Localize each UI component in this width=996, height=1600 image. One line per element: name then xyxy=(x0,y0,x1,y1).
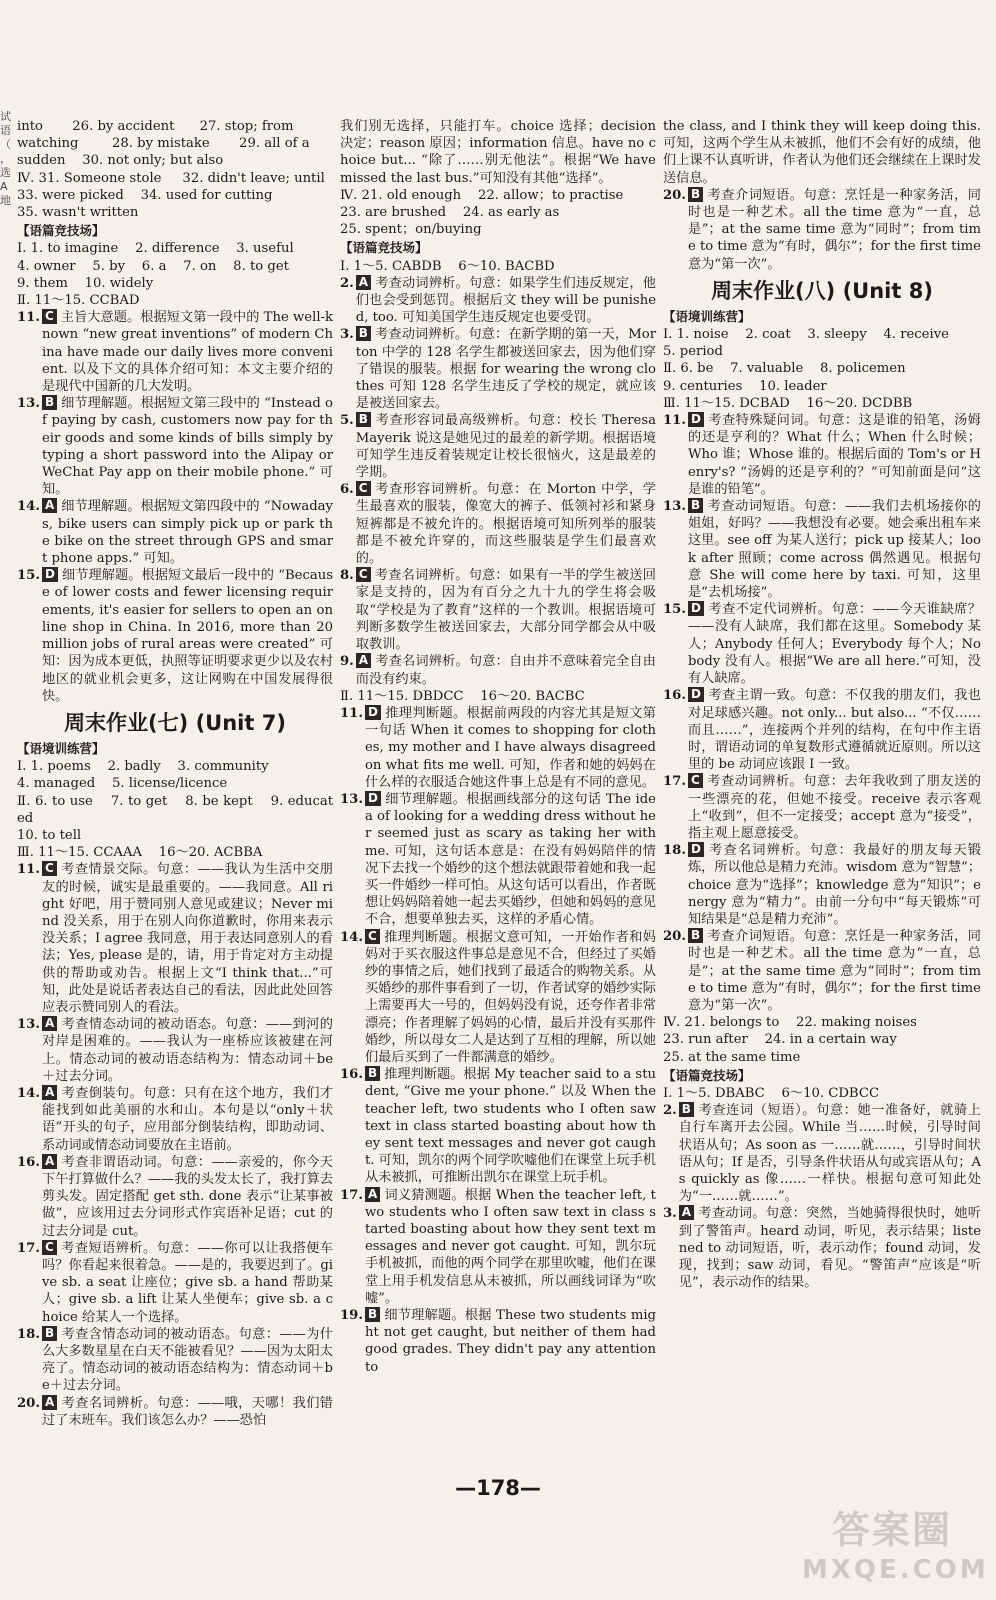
explanation-item xyxy=(663,498,981,601)
answer-lines: Ⅰ. 1. noise 2. coat 3. sleepy 4. receive 5. period Ⅱ. 6. be 7. valuable 8. policemen 9. centuries 10. leader Ⅲ. 11～15. DCBAD 16～20. DCDBB xyxy=(663,327,949,411)
question-number: 13. xyxy=(17,396,40,412)
question-number: 16. xyxy=(340,1067,363,1083)
question-number: 2. xyxy=(340,275,354,291)
explanation-item xyxy=(17,567,338,705)
answer-badge: B xyxy=(42,395,57,410)
explanation-text: 考查特殊疑问词。句意：这是谁的铅笔，汤姆的还是亨利的？What 什么；When 什么时候；Who 谁；Whose 谁的。根据后面的 Tom's or Henry's? “汤姆的还是亨利的？”可知前面是问“这是谁的铅笔”。 xyxy=(687,413,981,497)
answer-badge: B xyxy=(688,187,703,202)
answer-badge: B xyxy=(365,1307,380,1322)
answer-badge: C xyxy=(42,309,57,324)
explanation-item xyxy=(340,704,661,791)
answer-badge: D xyxy=(688,687,704,702)
answer-lines: Ⅰ. 1. to imagine 2. difference 3. useful 4. owner 5. by 6. a 7. on 8. to get 9. them 10. widely Ⅱ. 11～15. CCBAD xyxy=(17,241,294,309)
question-number: 18. xyxy=(17,1326,40,1342)
explanation-text: 细节理解题。根据短文第三段中的 “Instead of paying by cash, customers now pay for their goods and some kinds of bills simply by typing a short password into the Alipay or WeChat Pay app on their mobile phone.” 可知。 xyxy=(41,396,338,498)
section-heading: 【语篇竞技场】 xyxy=(663,1067,751,1083)
answer-badge: A xyxy=(356,653,371,668)
explanation-text: 考查介词短语。句意：烹饪是一种家务活，同时也是一种艺术。all the time 意为“一直，总是”；at the same time 意为“同时”；from time to time 意为“有时，偶尔”；for the first time 意为“第一次”。 xyxy=(687,929,986,1013)
answer-badge: A xyxy=(679,1205,694,1220)
explanation-item xyxy=(17,1085,333,1154)
explanation-text: 推理判断题。根据 My teacher said to a student, “Give me your phone.” 以及 When the teacher left, two students who I often saw text in class started boasting about how they sent text messages and never got caught. 可知，凯尔的两个同学吹嘘他们在课堂上玩手机从未被抓，可推断出凯尔在课堂上玩手机。 xyxy=(364,1067,661,1186)
explanation-item xyxy=(663,687,981,773)
explanation-item xyxy=(663,1102,981,1205)
answer-badge: A xyxy=(42,1016,57,1031)
question-number: 13. xyxy=(663,499,686,515)
explanation-text: 考查动词辨析。句意：在新学期的第一天，Morton 中学的 128 名学生都被送回家去，因为他们穿了错误的服装。根据 for wearing the wrong clothes 可知 128 名学生违反了学校的规定，就应该是被送回家去。 xyxy=(355,327,656,412)
answer-badge: A xyxy=(42,498,57,513)
question-number: 11. xyxy=(663,413,686,429)
explanation-item xyxy=(340,481,656,567)
question-number: 16. xyxy=(17,1154,40,1170)
explanation-item xyxy=(340,790,661,929)
answer-lines: Ⅳ. 21. belongs to 22. making noises 23. run after 24. in a certain way 25. at the same time xyxy=(663,1015,917,1065)
explanation-text: 考查介词短语。句意：烹饪是一种家务活，同时也是一种艺术。all the time 意为“一直，总是”；at the same time 意为“同时”；from time to time 意为“有时，偶尔”；for the first time 意为“第一次”。 xyxy=(687,187,986,272)
explanation-text: 细节理解题。根据短文最后一段中的 “Because of lower costs and fewer licensing requirements, it's easier for sellers to open an online shop in China. In 2016, more than 20 million jobs of rural areas were created” 可知：因为成本更低，执照等证明要求更少以及农村地区的就业机会更多，这让网购在中国发展得很快。 xyxy=(41,568,338,704)
explanation-text: 考查名词辨析。句意：——哦，天哪！我们错过了末班车。我们该怎么办？——恐怕 xyxy=(41,1395,333,1428)
question-number: 13. xyxy=(17,1017,40,1033)
section-heading: 【语篇竞技场】 xyxy=(17,223,105,239)
question-number: 11. xyxy=(340,705,363,721)
explanation-text: 主旨大意题。根据短文第一段中的 The well-known “new great inventions” of modern China have made our daily lives more convenient. 以及下文的具体介绍可知：本文主要介绍的是现代中国新的几大发明。 xyxy=(41,310,333,395)
page-number: —178— xyxy=(455,1476,541,1500)
explanation-item xyxy=(17,861,333,1016)
answer-badge: B xyxy=(679,1102,694,1117)
explanation-text: 考查动词辨析。句意：去年我收到了朋友送的一些漂亮的花，但她不接受。receive 表示客观上“收到”，但不一定接受；accept 意为“接受”，指主观上愿意接受。 xyxy=(687,774,981,841)
question-number: 11. xyxy=(17,310,40,326)
question-number: 20. xyxy=(663,929,686,945)
unit-heading: 周末作业(七) (Unit 7) xyxy=(64,710,286,735)
question-number: 15. xyxy=(17,568,40,584)
question-number: 6. xyxy=(340,482,354,498)
answer-badge: B xyxy=(42,1326,57,1341)
question-number: 14. xyxy=(17,499,40,515)
explanation-item xyxy=(663,186,986,273)
explanation-text: 细节理解题。根据短文第四段中的 “Nowadays, bike users can simply pick up or park the bike on the street through GPS and smart phone apps.” 可知。 xyxy=(41,499,333,567)
explanation-item xyxy=(663,773,981,842)
question-number: 14. xyxy=(17,1085,40,1101)
question-number: 18. xyxy=(663,843,686,859)
explanation-text: 考查不定代词辨析。句意：——今天谁缺席？——没有人缺席，我们都在这里。Somebody 某人；Anybody 任何人；Everybody 每个人；Nobody 没有人。根据“We are all here.”可知，没有人缺席。 xyxy=(687,602,981,687)
answer-badge: D xyxy=(688,842,704,857)
answer-badge: C xyxy=(365,929,380,944)
answer-badge: D xyxy=(365,791,381,806)
question-number: 5. xyxy=(340,413,354,429)
answer-lines: into 26. by accident 27. stop; from watching 28. by mistake 29. all of a sudden 30. not only; but also Ⅳ. 31. Someone stole 32. didn't leave; until 33. were picked 34. used for cutting 35. wasn't written xyxy=(17,119,325,221)
watermark-text: 答案圈 xyxy=(831,1508,952,1552)
section-heading: 【语境训练营】 xyxy=(17,740,105,756)
question-number: 17. xyxy=(17,1240,40,1256)
answer-lines: Ⅰ. 1～5. CABDB 6～10. BACBD xyxy=(340,258,555,274)
explanation-item xyxy=(340,1187,656,1307)
watermark-logo xyxy=(802,1506,989,1596)
question-number: 9. xyxy=(340,654,354,670)
answer-badge: C xyxy=(688,773,703,788)
explanation-item xyxy=(17,1326,333,1395)
answer-badge: B xyxy=(356,412,371,427)
answer-badge: A xyxy=(42,1154,57,1169)
answer-badge: B xyxy=(688,498,703,513)
column-left xyxy=(17,118,338,1480)
answer-badge: B xyxy=(688,928,703,943)
explanation-item xyxy=(663,1205,981,1291)
explanation-item xyxy=(17,498,333,567)
explanation-text: 细节理解题。根据 These two students might not get caught, but neither of them had good grades. They didn't pay any attention to xyxy=(364,1308,661,1375)
explanation-item xyxy=(340,653,656,687)
explanation-item xyxy=(340,567,656,653)
section-heading: 【语境训练营】 xyxy=(663,308,751,324)
explanation-text: 考查名词辨析。句意：我最好的朋友每天锻炼，所以他总是精力充沛。wisdom 意为“智慧”；choice 意为“选择”；knowledge 意为“知识”；energy 意为“精力”。由前一分句中“每天锻炼”可知结果是“总是精力充沛”。 xyxy=(687,843,981,927)
question-number: 20. xyxy=(17,1395,40,1411)
explanation-item xyxy=(340,1066,661,1186)
answer-badge: D xyxy=(688,601,704,616)
question-number: 20. xyxy=(663,187,686,203)
question-number: 16. xyxy=(663,688,686,704)
explanation-item xyxy=(17,395,338,498)
explanation-text: 推理判断题。根据前两段的内容尤其是短文第一句话 When it comes to shopping for clothes, my mother and I have always disagreed on what fits me well. 可知，作者和她的妈妈在什么样的衣服适合她这件事上总是有不同的意见。 xyxy=(364,705,661,790)
explanation-text: 考查动词短语。句意：——我们去机场接你的姐姐，好吗？——我想没有必要。她会乘出租车来这里。see off 为某人送行；pick up 接某人；look after 照顾；come across 偶然遇见。根据句意 She will come here by taxi. 可知，这里是“去机场接”。 xyxy=(687,499,981,601)
column-right xyxy=(663,118,986,1480)
answer-badge: A xyxy=(356,275,371,290)
answer-badge: A xyxy=(365,1187,380,1202)
explanation-text: 考查名词辨析。句意：如果有一半的学生被送回家是支持的，因为有百分之九十九的学生将会吸取“学校是为了教育”这样的一个教训。根据语境可判断多数学生被送回家去，大部分同学都会从中吸取教训。 xyxy=(355,568,656,653)
question-number: 19. xyxy=(340,1308,363,1324)
explanation-item xyxy=(340,275,656,327)
explanation-text: 考查倒装句。句意：只有在这个地方，我们才能找到如此美丽的水和山。本句是以“only＋状语”开头的句子，应用部分倒装结构，即助动词、系动词或情态动词要放在主语前。 xyxy=(41,1085,333,1153)
explanation-item xyxy=(17,1016,333,1085)
explanation-text: 考查名词辨析。句意：自由并不意味着完全自由而没有约束。 xyxy=(355,654,656,687)
answer-badge: A xyxy=(42,1395,57,1410)
watermark-url: MXQE.COM xyxy=(802,1555,989,1585)
explanation-text: the class, and I think they will keep doing this. 可知，这两个学生从未被抓，他们不会有好的成绩，他们上课不认真听讲，作者认为他们还会继续在上课时发送信息。 xyxy=(663,119,986,186)
explanation-text: 考查短语辨析。句意：——你可以让我搭便车吗？你看起来很着急。——是的，我要迟到了。give sb. a seat 让座位；give sb. a hand 帮助某人；give sb. a lift 让某人坐便车；give sb. a choice 给某人一个选择。 xyxy=(41,1240,333,1325)
question-number: 15. xyxy=(663,602,686,618)
explanation-item xyxy=(17,1154,333,1240)
explanation-item xyxy=(340,412,661,481)
binding-margin-text: 试 语 （ ， 选 A 地 xyxy=(0,110,11,207)
question-number: 2. xyxy=(663,1103,677,1119)
answer-badge: B xyxy=(356,326,371,341)
section-heading: 【语篇竞技场】 xyxy=(340,240,428,256)
question-number: 17. xyxy=(340,1187,363,1203)
explanation-text: 词义猜测题。根据 When the teacher left, two students who I often saw text in class started boasting about how they sent text messages and never got caught. 可知，凯尔玩手机被抓，而他的两个同学在那里吹嘘，他们在课堂上用手机发信息从未被抓，所以画线词译为“吹嘘”。 xyxy=(364,1187,656,1306)
answer-badge: D xyxy=(365,705,381,720)
answer-lines: Ⅳ. 21. old enough 22. allow；to practise 23. are brushed 24. as early as 25. spent；on/buying xyxy=(340,187,624,238)
question-number: 3. xyxy=(340,327,354,343)
explanation-item xyxy=(17,1240,333,1326)
explanation-item xyxy=(340,1307,661,1376)
answer-badge: C xyxy=(42,861,57,876)
explanation-item xyxy=(340,929,656,1067)
explanation-text: 考查非谓语动词。句意：——亲爱的，你今天下午打算做什么？——我的头发太长了，我打算去剪头发。固定搭配 get sth. done 表示“让某事被做”，应该用过去分词形式作宾语补足语；cut 的过去分词是 cut。 xyxy=(41,1154,333,1239)
explanation-item xyxy=(663,412,981,498)
answer-badge: C xyxy=(356,567,371,582)
unit-heading: 周末作业(八) (Unit 8) xyxy=(711,278,933,303)
explanation-item xyxy=(663,928,986,1014)
question-number: 13. xyxy=(340,791,363,807)
answer-badge: D xyxy=(688,412,704,427)
explanation-text: 考查含情态动词的被动语态。句意：——为什么大多数星星在白天不能被看见？——因为太阳太亮了。情态动词的被动语态结构为：情态动词＋be＋过去分词。 xyxy=(41,1326,333,1394)
explanation-text: 考查主谓一致。句意：不仅我的朋友们，我也对足球感兴趣。not only... but also... “不仅……而且……”，连接两个并列的结构，在句中作主语时，谓语动词的单复数形式遵循就近原则。所以这里的 be 动词应该跟 I 一致。 xyxy=(687,688,981,773)
explanation-text: 考查情景交际。句意：——我认为生活中交朋友的时候，诚实是最重要的。——我同意。All right 好吧，用于赞同别人意见或建议；Never mind 没关系，用于在别人向你道歉时，你用来表示没关系；I agree 我同意，用于表达同意别人的看法；Yes, please 是的，请，用于肯定对方主动提供的帮助或劝告。根据上文“I think that...”可知，此处是说话者表达自己的看法，因此此处回答应表示赞同别人的看法。 xyxy=(41,862,333,1015)
answer-badge: C xyxy=(356,481,371,496)
answer-lines: Ⅰ. 1～5. DBABC 6～10. CDBCC xyxy=(663,1085,880,1101)
explanation-text: 考查动词辨析。句意：如果学生们违反规定，他们也会受到惩罚。根据后文 they will be punished, too. 可知美国学生违反规定也要受罚。 xyxy=(355,275,656,326)
question-number: 17. xyxy=(663,774,686,790)
explanation-text: 考查情态动词的被动语态。句意：——到河的对岸是困难的。——我认为一座桥应该被建在河上。情态动词的被动语态结构为：情态动词＋be＋过去分词。 xyxy=(41,1017,333,1084)
explanation-text: 考查动词。句意：突然，当她骑得很快时，她听到了警笛声。heard 动词，听见，表示结果；listened to 动词短语，听，表示动作；found 动词，发现，找到；saw 动词，看见。“警笛声”应该是“听见”，表示动作的结果。 xyxy=(678,1206,981,1291)
answer-badge: B xyxy=(365,1066,380,1081)
answer-badge: A xyxy=(42,1085,57,1100)
column-middle xyxy=(340,118,661,1480)
question-number: 3. xyxy=(663,1206,677,1222)
answer-badge: D xyxy=(42,567,58,582)
question-number: 14. xyxy=(340,929,363,945)
question-number: 8. xyxy=(340,568,354,584)
answer-lines: Ⅱ. 11～15. DBDCC 16～20. BACBC xyxy=(340,688,585,704)
explanation-text: 细节理解题。根据画线部分的这句话 The idea of looking for a wedding dress without her seemed just as scary as taking her with me. 可知，这句话本意是：在没有妈妈陪伴的情况下去找一个婚纱的这个想法就跟带着她和我一起买一件婚纱一样可怕。从这句话可以看出，作者既想让妈妈陪着她一起去买婚纱，但她和妈妈的意见不合，想要单独去买，这样的矛盾心情。 xyxy=(364,791,661,928)
explanation-item xyxy=(663,842,981,928)
explanation-text: 考查连词（短语）。句意：她一准备好，就骑上自行车离开去公园。While 当……时候，引导时间状语从句；As soon as 一……就……，引导时间状语从句；If 是否，引导条件状语从句或宾语从句；As quickly as 像……一样快。根据句意可知此处为“一……就……”。 xyxy=(678,1103,981,1205)
explanation-text: 我们别无选择，只能打车。choice 选择；decision 决定；reason 原因；information 信息。have no choice but... “除了……别无他法”。根据“We have missed the last bus.”可知没有其他“选择”。 xyxy=(340,119,661,186)
question-number: 11. xyxy=(17,862,40,878)
explanation-text: 考查形容词最高级辨析。句意：校长 Theresa Mayerik 说这是她见过的最差的新学期。根据语境可知学生违反着装规定让校长很恼火，这是最差的学期。 xyxy=(355,413,661,481)
explanation-item xyxy=(17,309,333,395)
explanation-text: 考查形容词辨析。句意：在 Morton 中学，学生最喜欢的服装，像宽大的裤子、低领衬衫和紧身短裤都是不被允许的。根据语境可知所列举的服装都是不被允许穿的，而这些服装是学生们最喜欢的。 xyxy=(355,482,656,567)
explanation-item xyxy=(340,326,656,412)
explanation-item xyxy=(17,1395,333,1429)
answer-badge: C xyxy=(42,1240,57,1255)
explanation-text: 推理判断题。根据文意可知，一开始作者和妈妈对于买衣服这件事总是意见不合，但经过了买婚纱的事情之后，她们找到了最适合的购物关系。从买婚纱的那件事看到了一切，作者试穿的婚纱实际上需要再大一号的，但妈妈没有说，还夸作者非常漂亮；作者理解了妈妈的心情，最后并没有买那件婚纱，所以母女二人是达到了互相的理解，所以她们最后买到了一件都满意的婚纱。 xyxy=(364,929,656,1065)
answer-lines: Ⅰ. 1. poems 2. badly 3. community 4. managed 5. license/licence Ⅱ. 6. to use 7. to get 8. be kept 9. educated 10. to tell Ⅲ. 11～15. CCAAA 16～20. ACBBA xyxy=(17,759,333,861)
explanation-item xyxy=(663,601,981,687)
